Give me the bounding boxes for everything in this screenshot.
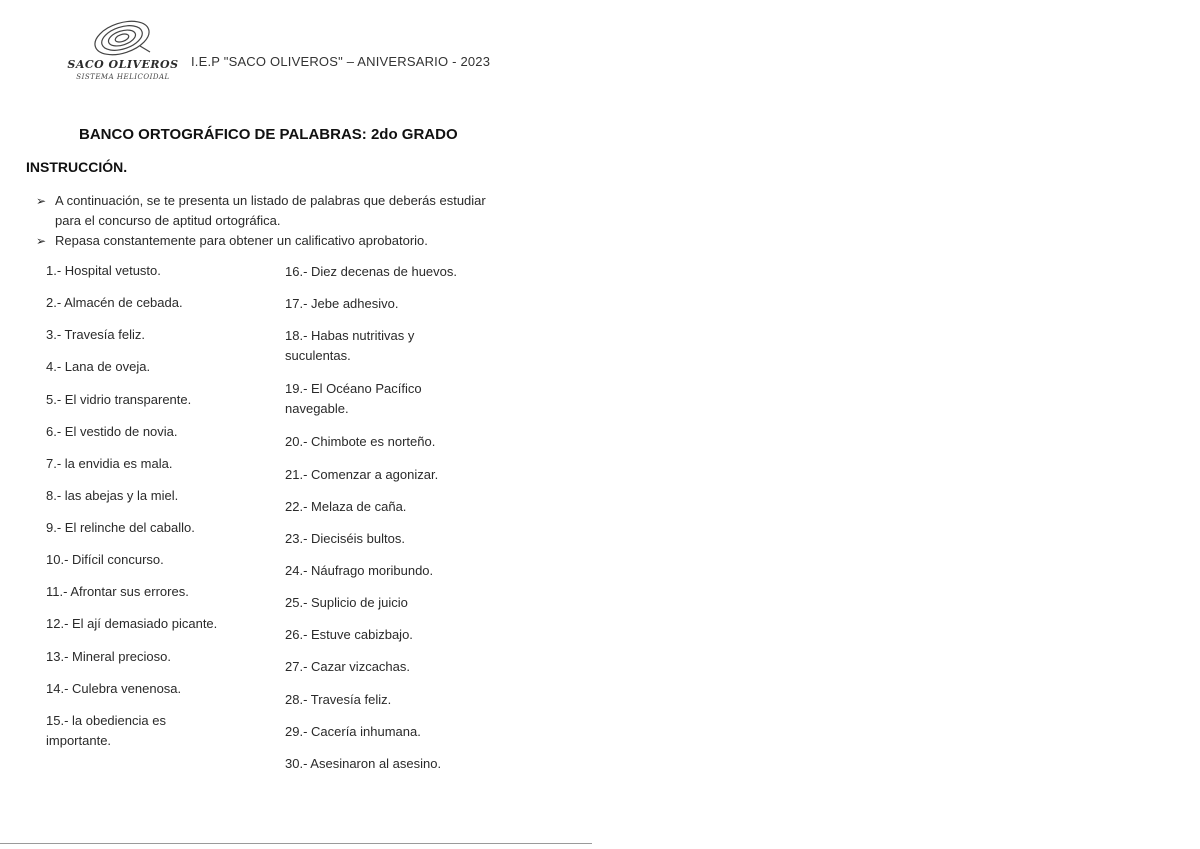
word-item: 24.- Náufrago moribundo. [285, 563, 434, 578]
instruction-item [36, 231, 486, 251]
school-header: I.E.P "SACO OLIVEROS" – ANIVERSARIO - 2023 [191, 54, 491, 69]
word-item: 21.- Comenzar a agonizar. [285, 467, 439, 482]
word-item: 14.- Culebra venenosa. [46, 681, 182, 696]
document-title: BANCO ORTOGRÁFICO DE PALABRAS: 2do GRADO [79, 126, 458, 143]
word-item: 23.- Dieciséis bultos. [285, 531, 405, 546]
word-item: 6.- El vestido de novia. [46, 424, 178, 439]
word-item: 27.- Cazar vizcachas. [285, 659, 410, 674]
arrow-bullet-icon: ➢ [36, 234, 47, 248]
school-logo [64, 18, 182, 84]
logo-subtitle: SISTEMA HELICOIDAL [76, 73, 170, 81]
word-item: 30.- Asesinaron al asesino. [285, 756, 442, 771]
word-item: 16.- Diez decenas de huevos. [285, 264, 457, 279]
word-item: 8.- las abejas y la miel. [46, 488, 179, 503]
word-item: 13.- Mineral precioso. [46, 649, 171, 664]
word-item: 22.- Melaza de caña. [285, 499, 407, 514]
word-item: 12.- El ají demasiado picante. [46, 616, 218, 631]
word-item: 3.- Travesía feliz. [46, 327, 145, 342]
instruction-heading: INSTRUCCIÓN. [26, 159, 128, 175]
word-item: 19.- El Océano Pacífico navegable. [285, 381, 422, 416]
page-edge-divider [0, 843, 592, 844]
word-item: 5.- El vidrio transparente. [46, 392, 192, 407]
instruction-list [36, 191, 486, 251]
word-item: 17.- Jebe adhesivo. [285, 296, 399, 311]
spiral-logo-icon [90, 18, 154, 58]
word-item: 9.- El relinche del caballo. [46, 520, 195, 535]
word-item: 7.- la envidia es mala. [46, 456, 173, 471]
instruction-text: A continuación, se te presenta un listado de palabras que deberás estudiar para el concurso de aptitud ortográfica. [55, 193, 486, 228]
word-item: 26.- Estuve cabizbajo. [285, 627, 413, 642]
word-item: 29.- Cacería inhumana. [285, 724, 421, 739]
arrow-bullet-icon: ➢ [36, 194, 47, 208]
word-item: 15.- la obediencia es importante. [46, 713, 166, 748]
logo-name: SACO OLIVEROS [67, 58, 179, 71]
word-item: 11.- Afrontar sus errores. [46, 584, 189, 599]
word-item: 10.- Difícil concurso. [46, 552, 164, 567]
instruction-item [36, 191, 486, 231]
instruction-text: Repasa constantemente para obtener un calificativo aprobatorio. [55, 233, 428, 248]
word-item: 2.- Almacén de cebada. [46, 295, 183, 310]
word-item: 18.- Habas nutritivas y suculentas. [285, 328, 415, 363]
word-item: 1.- Hospital vetusto. [46, 263, 161, 278]
word-item: 4.- Lana de oveja. [46, 359, 151, 374]
word-item: 25.- Suplicio de juicio [285, 595, 408, 610]
word-item: 20.- Chimbote es norteño. [285, 434, 436, 449]
word-item: 28.- Travesía feliz. [285, 692, 392, 707]
